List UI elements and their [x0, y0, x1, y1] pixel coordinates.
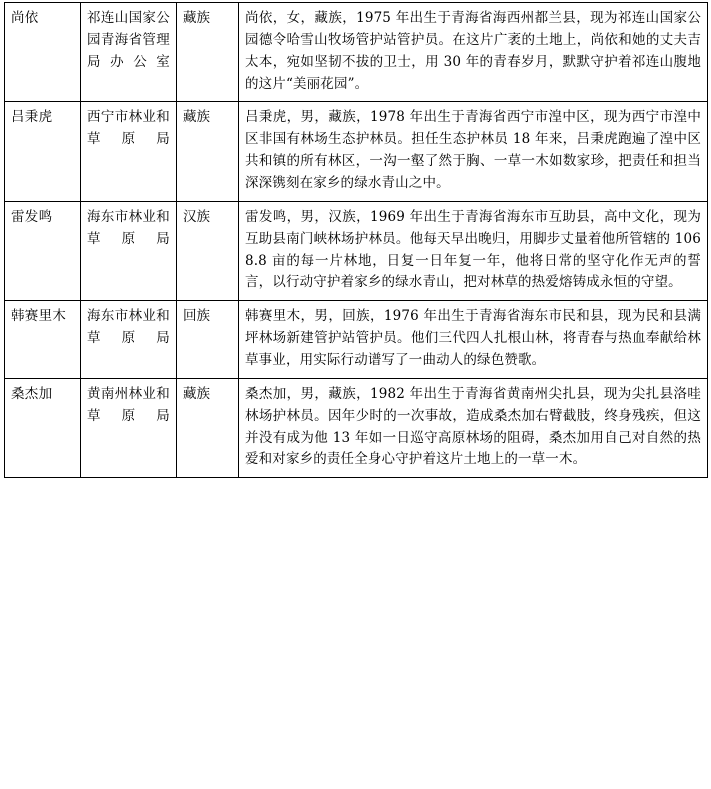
person-ethnicity: 藏族	[177, 378, 239, 477]
person-organization: 西宁市林业和草原局	[81, 102, 177, 201]
person-description: 韩赛里木，男，回族，1976 年出生于青海省海东市民和县，现为民和县满坪林场新建管护站管护员。他们三代四人扎根山林，将青春与热血奉献给林草事业，用实际行动谱写了一曲动人的绿色赞歌。	[239, 301, 708, 379]
people-table	[4, 2, 708, 478]
person-organization: 黄南州林业和草原局	[81, 378, 177, 477]
table-row	[5, 102, 708, 201]
person-name: 韩赛里木	[5, 301, 81, 379]
person-name: 吕秉虎	[5, 102, 81, 201]
person-ethnicity: 回族	[177, 301, 239, 379]
person-description: 尚依，女，藏族，1975 年出生于青海省海西州都兰县，现为祁连山国家公园德令哈雪山牧场管护站管护员。在这片广袤的土地上，尚依和她的丈夫吉太本，宛如坚韧不拔的卫士，用 30 年的青春岁月，默默守护着祁连山腹地的这片“美丽花园”。	[239, 3, 708, 102]
person-name: 桑杰加	[5, 378, 81, 477]
person-organization: 海东市林业和草原局	[81, 201, 177, 300]
table-body	[5, 3, 708, 478]
person-description: 桑杰加，男，藏族，1982 年出生于青海省黄南州尖扎县，现为尖扎县洛哇林场护林员。因年少时的一次事故，造成桑杰加右臂截肢，终身残疾，但这并没有成为他 13 年如一日巡守高原林场的阻碍，桑杰加用自己对自然的热爱和对家乡的责任全身心守护着这片土地上的一草一木。	[239, 378, 708, 477]
table-row	[5, 301, 708, 379]
person-organization: 祁连山国家公园青海省管理局办公室	[81, 3, 177, 102]
table-row	[5, 378, 708, 477]
person-ethnicity: 汉族	[177, 201, 239, 300]
table-row	[5, 3, 708, 102]
person-ethnicity: 藏族	[177, 3, 239, 102]
person-name: 雷发鸣	[5, 201, 81, 300]
person-name: 尚依	[5, 3, 81, 102]
person-ethnicity: 藏族	[177, 102, 239, 201]
person-organization: 海东市林业和草原局	[81, 301, 177, 379]
table-row	[5, 201, 708, 300]
person-description: 吕秉虎，男，藏族，1978 年出生于青海省西宁市湟中区，现为西宁市湟中区非国有林场生态护林员。担任生态护林员 18 年来，吕秉虎跑遍了湟中区共和镇的所有林区，一沟一壑了然于胸、一草一木如数家珍，把责任和担当深深镌刻在家乡的绿水青山之中。	[239, 102, 708, 201]
person-description: 雷发鸣，男，汉族，1969 年出生于青海省海东市互助县，高中文化，现为互助县南门峡林场护林员。他每天早出晚归，用脚步丈量着他所管辖的 1068.8 亩的每一片林地，日复一日年复一年，他将日常的坚守化作无声的誓言，以行动守护着家乡的绿水青山，把对林草的热爱熔铸成永恒的守望。	[239, 201, 708, 300]
